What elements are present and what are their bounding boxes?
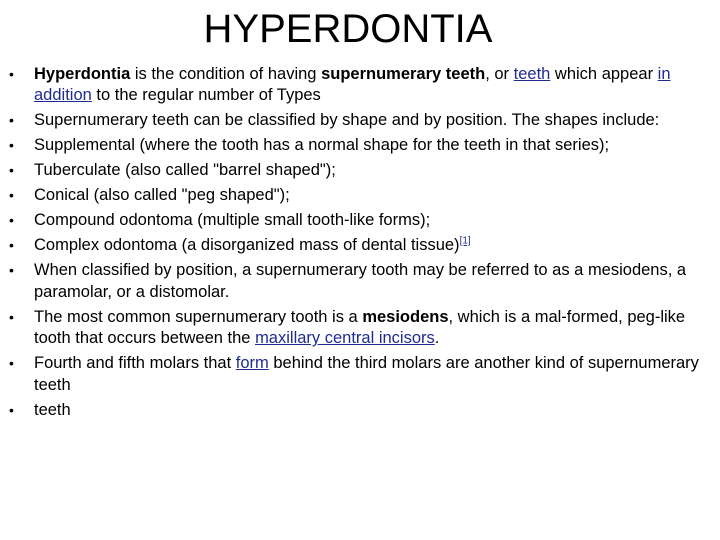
bullet-text: The most common supernumerary tooth is a	[34, 307, 363, 326]
bullet-marker: •	[9, 212, 14, 229]
bullet-classification	[0, 110, 700, 131]
reference-link-1[interactable]: [1]	[459, 235, 471, 247]
bullet-text: , or	[485, 65, 514, 83]
term-hyperdontia: Hyperdontia	[34, 65, 131, 83]
bullet-marker: •	[9, 237, 14, 254]
bullet-mesiodens	[0, 307, 700, 350]
bullet-text: teeth	[34, 400, 71, 419]
bullet-fourth-fifth-molars	[0, 353, 700, 396]
bullet-text: Complex odontoma (a disorganized mass of dental tissue)	[34, 236, 460, 255]
link-in-addition[interactable]: in addition	[34, 65, 671, 105]
bullet-marker: •	[9, 401, 14, 418]
link-form[interactable]: form	[235, 354, 269, 373]
bullet-marker: •	[9, 308, 14, 325]
bullet-list	[0, 64, 700, 425]
bullet-marker: •	[9, 66, 14, 82]
term-supernumerary-teeth: supernumerary teeth	[321, 65, 486, 83]
link-maxillary-central-incisors[interactable]: maxillary central incisors	[255, 329, 435, 348]
term-mesiodens: mesiodens	[362, 307, 449, 326]
bullet-position-classification	[0, 260, 700, 303]
bullet-text: Tuberculate (also called "barrel shaped");	[34, 161, 336, 180]
bullet-text: When classified by position, a supernumerary tooth may be referred to as a mesiodens, a paramolar, or a distomolar.	[34, 261, 687, 301]
bullet-complex-odontoma	[0, 235, 700, 256]
bullet-text: Supplemental (where the tooth has a normal shape for the teeth in that series);	[34, 136, 610, 155]
bullet-text: behind the third molars are another kind of supernumerary teeth	[34, 354, 699, 394]
bullet-marker: •	[9, 187, 14, 204]
bullet-text: .	[434, 329, 440, 348]
bullet-marker: •	[9, 355, 14, 372]
bullet-text: Conical (also called "peg shaped");	[34, 186, 290, 205]
bullet-text: Fourth and fifth molars that	[34, 354, 236, 373]
bullet-conical	[0, 185, 700, 206]
bullet-text: is the condition of having	[130, 65, 322, 83]
bullet-marker: •	[9, 137, 14, 154]
bullet-text: Compound odontoma (multiple small tooth-like forms);	[34, 211, 431, 230]
bullet-text: , which is a mal-formed, peg-like tooth that occurs between the	[34, 307, 686, 348]
bullet-text: Supernumerary teeth can be classified by shape and by position. The shapes include:	[34, 111, 660, 130]
bullet-marker: •	[9, 112, 14, 129]
bullet-marker: •	[9, 162, 14, 179]
slide-title: HYPERDONTIA	[203, 7, 493, 51]
bullet-tuberculate	[0, 160, 700, 181]
bullet-compound-odontoma	[0, 210, 700, 231]
bullet-text: to the regular number of Types	[91, 86, 321, 105]
bullet-hyperdontia-definition	[0, 64, 700, 107]
bullet-marker: •	[9, 262, 14, 279]
bullet-text: which appear	[550, 65, 658, 83]
bullet-supplemental	[0, 135, 700, 156]
bullet-teeth	[0, 400, 700, 421]
link-teeth[interactable]: teeth	[513, 65, 551, 83]
